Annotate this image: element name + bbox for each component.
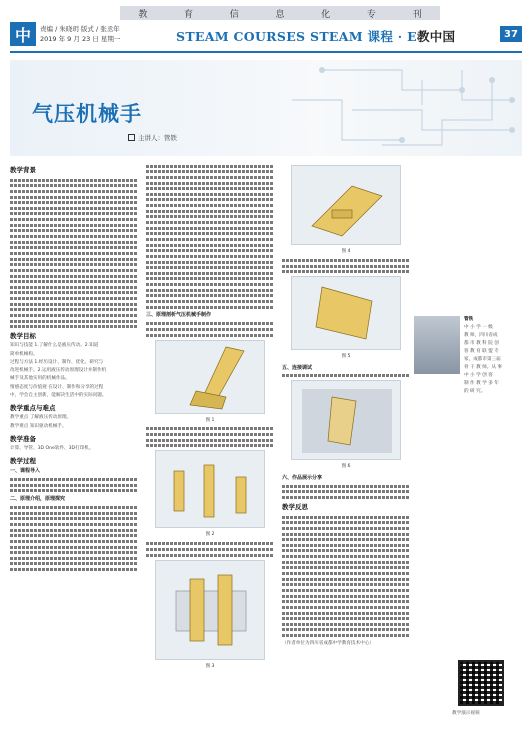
figure-2-caption: 图 2 xyxy=(205,532,215,538)
banner-char: 育 xyxy=(184,9,194,20)
robot-arm-photo xyxy=(292,381,402,461)
article-author: 主讲人：管铁 xyxy=(128,133,177,142)
goal-line: 简单机械构。 xyxy=(10,351,38,357)
heading-background: 教学背景 xyxy=(10,166,36,174)
banner-char: 教 xyxy=(138,9,148,20)
circuit-decoration xyxy=(262,60,522,156)
author-bio xyxy=(464,316,522,396)
step-heading: 六、作品展示分享 xyxy=(282,474,323,481)
section-title-blue: STEAM COURSES STEAM 课程 · E xyxy=(176,29,417,44)
figure-4-caption: 图 4 xyxy=(341,249,351,254)
goal-line: 过程与方法 1.经历设计、制作、优化、研究与 xyxy=(10,359,104,365)
step-heading: 五、连接调试 xyxy=(282,364,313,371)
step-heading: 二、原理介绍，原理探究 xyxy=(10,496,66,503)
goal-line: 中，学会自主创新，能解决生活中的实际问题。 xyxy=(10,393,107,399)
bio-line: 教 师，四川省成 xyxy=(464,333,498,338)
key-line: 教学难点 知识驱动机械手。 xyxy=(10,423,67,429)
banner-char: 息 xyxy=(275,9,285,20)
key-line: 教学重点 了解液压传动原理。 xyxy=(10,415,72,421)
qr-code[interactable] xyxy=(458,660,504,706)
figure-6 xyxy=(291,380,401,460)
author-photo xyxy=(414,316,460,374)
bio-line: 都 市 教 科 院 创 xyxy=(464,341,499,346)
bio-line: 骨 干 教 师。从 事 xyxy=(464,365,502,370)
robot-arm-render-4 xyxy=(292,166,402,246)
banner-char: 信 xyxy=(229,9,239,20)
page-number: 37 xyxy=(500,26,522,42)
figure-1-caption: 图 1 xyxy=(205,417,215,423)
heading-preparation: 教学准备 xyxy=(10,434,36,443)
bio-line: 家，成都市第三届 xyxy=(464,357,501,362)
banner-band xyxy=(120,6,440,20)
prep-line: 计算、导管、3D One软件、3D打印机。 xyxy=(10,445,94,451)
column-1 xyxy=(10,162,138,742)
banner-char: 专 xyxy=(366,9,376,20)
bio-line: 制 作 教 学 多 年 xyxy=(464,381,499,386)
figure-5 xyxy=(291,276,401,350)
figure-6-caption: 图 6 xyxy=(341,464,351,470)
section-title-dark: 教中国 xyxy=(416,29,456,44)
robot-arm-render-1 xyxy=(156,341,266,415)
banner-char: 刊 xyxy=(412,9,422,20)
author-affiliation: （作者单位为四川省成都中学教育技术中心） xyxy=(282,640,374,646)
banner-char: 化 xyxy=(321,9,331,20)
heading-reflection: 教学反思 xyxy=(282,502,308,511)
bio-line: 中 小 学 一 级 xyxy=(464,325,493,330)
section-title xyxy=(176,27,455,45)
goal-line: 知识与技能 1.了解什么是液压传动。2.知道 xyxy=(10,343,99,349)
date-line: 2019 年 9 月 23 日 星期一 xyxy=(40,35,121,43)
column-3 xyxy=(282,162,410,742)
step-heading: 一、课程导入 xyxy=(10,468,41,475)
editor-line: 责编 / 朱晓玥 版式 / 张丞年 xyxy=(40,25,120,33)
figure-5-caption: 图 5 xyxy=(341,354,351,360)
goal-line: 情感态度与价值观 在设计、制作和分享的过程 xyxy=(10,384,104,390)
heading-process: 教学过程 xyxy=(10,457,36,466)
heading-key-points: 教学重点与难点 xyxy=(10,404,56,413)
figure-1 xyxy=(155,340,265,414)
robot-arm-render-2 xyxy=(156,451,266,529)
bio-line: 中 小 学 创 客 xyxy=(464,373,493,378)
bio-line: 客 教 育 联 盟 专 xyxy=(464,349,499,354)
bio-name: 管铁 xyxy=(464,317,474,322)
figure-4 xyxy=(291,165,401,245)
bio-line: 的 研 究。 xyxy=(464,389,486,394)
column-2 xyxy=(146,162,274,742)
figure-2 xyxy=(155,450,265,528)
robot-arm-render-3 xyxy=(156,561,266,661)
newspaper-logo: 中 xyxy=(10,22,36,46)
header-meta xyxy=(10,22,150,48)
step-heading: 三、原理剖析气压机械手制作 xyxy=(146,312,212,319)
figure-3 xyxy=(155,560,265,660)
heading-goals: 教学目标 xyxy=(10,332,36,341)
article-title: 气压机械手 xyxy=(32,102,142,126)
robot-arm-render-5 xyxy=(292,277,402,351)
qr-caption: 教学演示视频 xyxy=(452,711,480,716)
figure-3-caption: 图 3 xyxy=(205,663,215,669)
goal-line: 械手及其他实用的机械作品。 xyxy=(10,376,70,382)
text-block xyxy=(10,179,138,329)
goal-line: 改进机械手。2.运用液压传动原理设计并制作机 xyxy=(10,368,107,374)
header-divider xyxy=(10,51,522,53)
